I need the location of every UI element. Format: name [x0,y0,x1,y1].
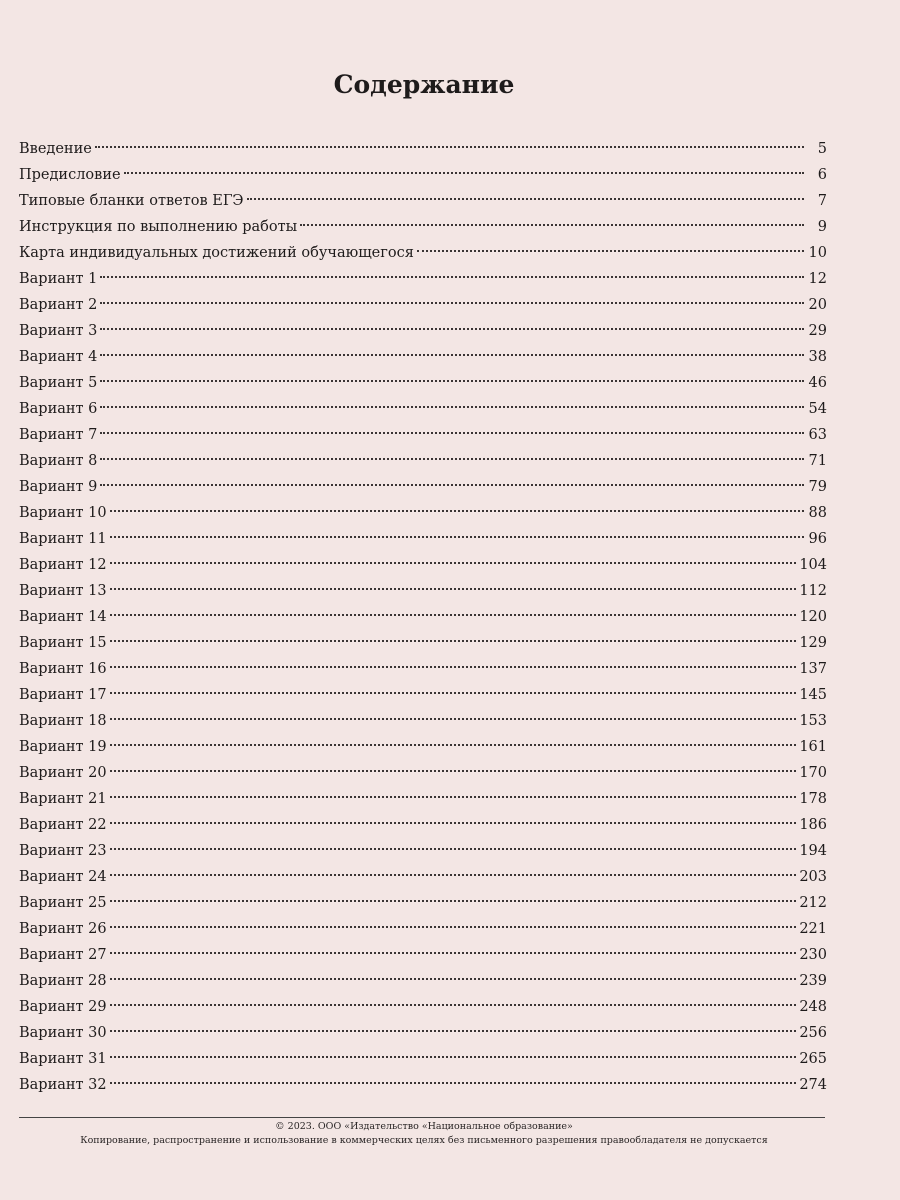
toc-entry [19,500,827,526]
toc-entry-page: 212 [799,895,827,911]
toc-entry-page: 6 [817,167,827,183]
toc-leader-dots [100,276,804,278]
toc-entry [19,188,827,214]
toc-leader-dots [110,822,797,824]
toc-entry-page: 12 [808,271,827,287]
toc-leader-dots [100,302,804,304]
toc-leader-dots [100,354,804,356]
toc-leader-dots [110,666,797,668]
toc-entry-page: 256 [799,1025,827,1041]
toc-leader-dots [110,510,804,512]
toc-entry-page: 145 [799,687,827,703]
toc-entry [19,1072,827,1098]
toc-entry [19,266,827,292]
toc-entry-label: Вариант 10 [19,505,107,521]
toc-entry [19,760,827,786]
toc-leader-dots [110,1030,797,1032]
toc-entry-label: Вариант 7 [19,427,98,443]
toc-entry-label: Вариант 22 [19,817,107,833]
toc-entry [19,994,827,1020]
toc-entry [19,240,827,266]
toc-entry-page: 178 [799,791,827,807]
toc-leader-dots [110,718,797,720]
toc-entry [19,1046,827,1072]
toc-entry-label: Вариант 24 [19,869,107,885]
toc-entry-page: 79 [808,479,827,495]
toc-leader-dots [100,328,804,330]
toc-entry-label: Вариант 21 [19,791,107,807]
toc-leader-dots [110,614,797,616]
toc-entry [19,890,827,916]
toc-entry [19,916,827,942]
toc-entry-page: 96 [808,531,827,547]
toc-entry-label: Вариант 19 [19,739,107,755]
toc-entry-page: 120 [799,609,827,625]
toc-leader-dots [110,978,797,980]
toc-leader-dots [110,1082,797,1084]
toc-entry-label: Вариант 32 [19,1077,107,1093]
toc-entry-page: 104 [799,557,827,573]
toc-entry-page: 63 [808,427,827,443]
toc-entry [19,396,827,422]
toc-leader-dots [100,406,804,408]
toc-entry-label: Вариант 17 [19,687,107,703]
toc-entry-label: Вариант 9 [19,479,98,495]
toc-entry-label: Вариант 15 [19,635,107,651]
toc-entry-page: 137 [799,661,827,677]
table-of-contents [19,136,827,1098]
toc-entry-label: Вариант 4 [19,349,98,365]
toc-entry-label: Введение [19,141,92,157]
toc-entry-page: 248 [799,999,827,1015]
footer-copyright: © 2023. ООО «Издательство «Национальное образование» [275,1121,573,1132]
toc-leader-dots [124,172,804,174]
toc-entry [19,578,827,604]
toc-leader-dots [417,250,804,252]
toc-entry [19,864,827,890]
toc-entry [19,344,827,370]
toc-entry-label: Вариант 29 [19,999,107,1015]
toc-entry [19,734,827,760]
toc-entry [19,422,827,448]
toc-entry [19,604,827,630]
toc-entry [19,292,827,318]
toc-entry-page: 20 [808,297,827,313]
toc-leader-dots [110,536,804,538]
toc-entry-page: 38 [808,349,827,365]
toc-entry-page: 265 [799,1051,827,1067]
toc-entry-page: 129 [799,635,827,651]
toc-entry [19,968,827,994]
toc-leader-dots [110,900,797,902]
toc-entry-page: 7 [817,193,827,209]
toc-entry-page: 230 [799,947,827,963]
toc-entry-label: Вариант 27 [19,947,107,963]
toc-entry [19,474,827,500]
toc-leader-dots [110,874,797,876]
toc-entry-label: Вариант 18 [19,713,107,729]
toc-entry [19,656,827,682]
toc-entry-label: Вариант 12 [19,557,107,573]
toc-entry-page: 54 [808,401,827,417]
toc-entry [19,318,827,344]
toc-entry-label: Вариант 20 [19,765,107,781]
toc-leader-dots [247,198,804,200]
toc-entry-label: Вариант 2 [19,297,98,313]
toc-leader-dots [110,588,797,590]
toc-entry-page: 10 [808,245,827,261]
toc-leader-dots [110,1056,797,1058]
toc-entry [19,682,827,708]
toc-leader-dots [110,640,797,642]
toc-entry-page: 9 [817,219,827,235]
toc-entry [19,786,827,812]
toc-entry-page: 194 [799,843,827,859]
toc-entry [19,812,827,838]
toc-entry-label: Вариант 25 [19,895,107,911]
toc-entry [19,370,827,396]
toc-entry [19,214,827,240]
toc-entry-page: 239 [799,973,827,989]
toc-leader-dots [100,458,804,460]
toc-leader-dots [110,562,797,564]
page-title: Содержание [333,70,515,99]
toc-entry-label: Вариант 5 [19,375,98,391]
toc-entry-page: 203 [799,869,827,885]
toc-leader-dots [110,692,797,694]
toc-entry-label: Вариант 11 [19,531,107,547]
toc-entry [19,630,827,656]
toc-leader-dots [110,926,797,928]
toc-entry-label: Предисловие [19,167,121,183]
toc-entry-label: Вариант 28 [19,973,107,989]
toc-entry [19,552,827,578]
toc-leader-dots [95,146,804,148]
toc-leader-dots [110,952,797,954]
toc-leader-dots [110,848,797,850]
toc-entry-page: 153 [799,713,827,729]
toc-entry-page: 88 [808,505,827,521]
toc-entry-label: Вариант 13 [19,583,107,599]
toc-entry-page: 71 [808,453,827,469]
toc-entry-label: Вариант 14 [19,609,107,625]
toc-entry-label: Вариант 26 [19,921,107,937]
toc-leader-dots [100,380,804,382]
toc-entry [19,448,827,474]
toc-entry-label: Вариант 31 [19,1051,107,1067]
toc-leader-dots [110,744,797,746]
toc-entry [19,942,827,968]
toc-entry-label: Инструкция по выполнению работы [19,219,298,235]
toc-entry-page: 112 [799,583,827,599]
toc-entry-label: Вариант 23 [19,843,107,859]
toc-entry-page: 5 [817,141,827,157]
toc-leader-dots [110,770,797,772]
toc-entry-label: Вариант 6 [19,401,98,417]
toc-entry [19,162,827,188]
toc-entry [19,136,827,162]
toc-entry-page: 161 [799,739,827,755]
toc-leader-dots [100,484,804,486]
toc-entry-label: Карта индивидуальных достижений обучающегося [19,245,414,261]
toc-entry [19,1020,827,1046]
footer-divider [19,1117,825,1118]
toc-entry-page: 221 [799,921,827,937]
toc-entry-label: Вариант 1 [19,271,98,287]
toc-entry-label: Вариант 16 [19,661,107,677]
toc-entry-page: 29 [808,323,827,339]
toc-entry-label: Вариант 30 [19,1025,107,1041]
toc-entry [19,708,827,734]
toc-entry-label: Вариант 3 [19,323,98,339]
toc-entry-page: 186 [799,817,827,833]
toc-leader-dots [300,224,804,226]
toc-entry-page: 274 [799,1077,827,1093]
toc-entry [19,526,827,552]
toc-entry [19,838,827,864]
toc-leader-dots [110,1004,797,1006]
toc-entry-label: Типовые бланки ответов ЕГЭ [19,193,244,209]
toc-entry-page: 46 [808,375,827,391]
toc-leader-dots [100,432,804,434]
toc-leader-dots [110,796,797,798]
toc-entry-page: 170 [799,765,827,781]
footer-notice: Копирование, распространение и использование в коммерческих целях без письменного разрешения правообладателя не допускается [80,1135,768,1146]
toc-entry-label: Вариант 8 [19,453,98,469]
